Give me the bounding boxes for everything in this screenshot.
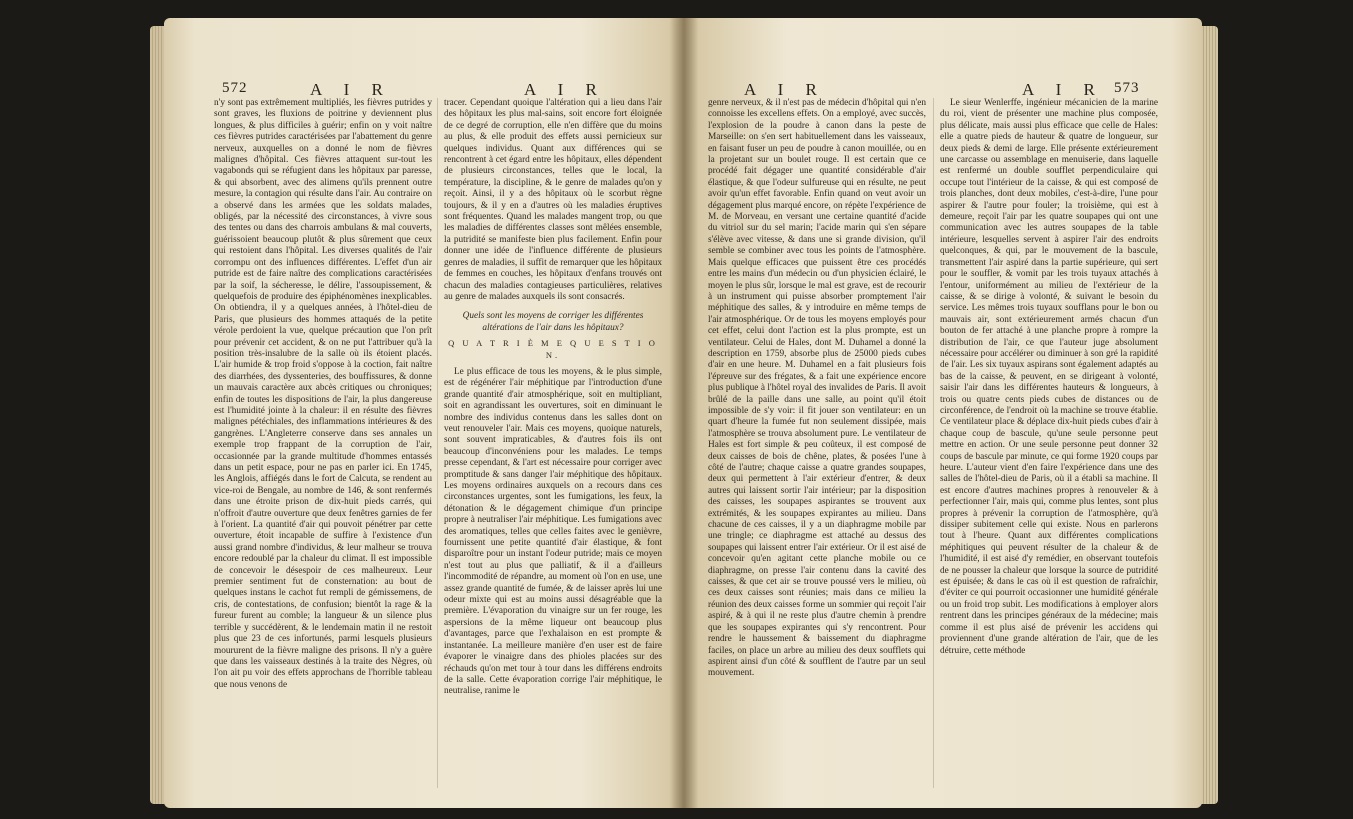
page-number-right: 573: [1114, 80, 1140, 96]
paragraph: tracer. Cependant quoique l'altération qui a lieu dans l'air des hôpitaux les plus mal-sains, soit encore fort éloignée de ce degré de corruption, elle n'en diffère que du moins au plus, & elle produit des effets aussi pernicieux sur quelques individus. Quant aux différences qui se rencontrent à cet égard entre les hôpitaux, elles dépendent de plusieurs circonstances, telles que le local, la température, la discipline, & le genre de malades qu'on y reçoit. Ainsi, il y a des hôpitaux où le scorbut règne toujours, & il y en a d'autres où les maladies éruptives sont fréquentes. Quand les malades mangent trop, ou que les maladies de différentes classes sont mêlées ensemble, la putridité se manifeste bien plus facilement. Enfin pour donner une idée de l'influence différente de plusieurs genres de maladies, il suffit de remarquer que les hôpitaux de femmes en couches, les hôpitaux d'enfans trouvés ont chacun des maladies contagieuses particulières, relatives au genre de malades auxquels ils sont consacrés.: [444, 98, 662, 302]
paragraph: Le sieur Wenlerffe, ingénieur mécanicien de la marine du roi, vient de présenter une machine plus composée, plus délicate, mais aussi plus efficace que celle de Hales: elle a quatre pieds de hauteur & quatre de longueur, sur deux pieds & demi de large. Elle présente extérieurement une carcasse ou assemblage en menuiserie, dans laquelle est renfermé un double soufflet perpendiculaire qui occupe tout l'intérieur de la caisse, & qui est composé de trois planches, dont deux mobiles, c'est-à-dire, l'une pour aspirer & l'autre pour fouler; la troisième, qui est à demeure, reçoit l'air par les quatre soupapes qui ont une communication avec les autres soupapes de la table intérieure, lesquelles servent à aspirer l'air des endroits quelconques, & qui, par le mouvement de la bascule, transmettent l'air aspiré dans la partie supérieure, qui sert pour le souffler, & vomit par les trois tuyaux attachés à l'entour, uniformément au milieu de l'extérieur de la caisse, & se dirige à volonté, & suivant le besoin du service. Les mêmes trois tuyaux soufflans pour le bon ou mauvais air, sont extérieurement armés chacun d'un bouton de fer attaché à une planche propre à rompre la distribution de l'air, ce que l'auteur juge absolument nécessaire pour accélérer ou diminuer à son gré la rapidité de l'air. Les six tuyaux aspirans sont également adaptés au bas de la caisse, & peuvent, en se dirigeant à volonté, saisir l'air dans les différentes hauteurs & longueurs, à trois ou quatre cents pieds cubes de distances ou de circonférence, de l'endroit où la machine se trouve établie. Ce ventilateur place & déplace dix-huit pieds cubes d'air à chaque coup de bascule, qu'une seule personne peut mettre en action. Or une seule personne peut donner 32 coups de bascule par minute, ce qui forme 1920 coups par heure. L'auteur vient d'en faire l'expérience dans une des salles de l'hôtel-dieu de Paris, où il a établi sa machine. Il est encore d'autres machines propres à renouveler & à perfectionner l'air, mais qui, comme plus lentes, sont plus propres à prévenir la corruption de l'atmosphère, qu'à dissiper subitement celle qui existe. Nous en parlerons tout à l'heure. Quant aux différentes complications méphitiques qui peuvent résulter de la chaleur & de l'humidité, il est aisé d'y remédier, en observant toutefois de ne pousser la chaleur que lorsque la source de putridité est épuisée; & dans le cas où il est question de rafraîchir, d'éviter ce qui pourroit occasionner une humidité générale ou un froid trop subit. Les modifications à employer alors rentrent dans les principes généraux de la médecine; mais comme il est plus aisé de prévenir les accidens qui proviennent d'une grande altération de l'air, que de les détruire, cette méthode: [940, 98, 1158, 656]
column-divider: [933, 98, 934, 788]
column-divider: [437, 98, 438, 788]
left-page-column-2: [444, 98, 662, 698]
paragraph: n'y sont pas extrêmement multipliés, les fièvres putrides y sont graves, les fluxions de poitrine y deviennent plus longues, & plus difficiles à guérir; enfin on y voit naître ces fièvres putrides caractérisées par l'abattement du genre nerveux, auxquelles on a donné le nom de fièvres malignes d'hôpital. Ces fièvres attaquent sur-tout les vagabonds qui se réfugient dans les hôpitaux par paresse, & qui absorbent, avec des alimens qu'ils prennent outre mesure, la contagion qui résulte dans l'air. Au contraire on a observé dans les armées que les soldats malades, obligés, par la nécessité des circonstances, à vivre sous des tentes ou dans des charrois ambulans & mal couverts, guérissoient beaucoup plutôt & plus sûrement que ceux qui restoient dans l'hôpital. Les diverses qualités de l'air corrompu ont des influences différentes. L'effet d'un air putride est de faire naître des complications caractérisées par la soif, la sécheresse, le délire, l'assoupissement, & quelquefois de produire des épiphénomènes inexplicables. On obtiendra, il y a quelques années, à l'hôtel-dieu de Paris, que plusieurs des hommes attaqués de la petite vérole perdoient la vue, quelque précaution que l'on prît pour prévenir cet accident, & on ne put l'attribuer qu'à la position très-insalubre de la salle où ils étoient placés. L'air humide & trop froid s'oppose à la coction, fait naître des diarrhées, des dyssenteries, des bouffissures, & donne un mauvais caractère aux abcès critiques ou chroniques; enfin de toutes les dispositions de l'air, la plus dangereuse est l'humidité jointe à la chaleur: il en résulte des fièvres malignes pétéchiales, des inflammations intérieures & des gangrènes. L'Angleterre conserve dans ses annales un exemple trop frappant de la corruption de l'air, occasionnée par la grande multitude d'hommes entassés dans un petit espace, pour ne pas en parler ici. En 1745, les Anglois, affiégés dans le fort de Calcuta, se rendent au vice-roi de Bengale, au nombre de 146, & sont renfermés dans une étroite prison de dix-huit pieds carrés, qui n'offroit d'autre ouverture que deux fenêtres garnies de fer à l'orient. La quantité d'air qui pouvoit pénétrer par cette ouverture, étoit incapable de suffire à l'existence d'un aussi grand nombre d'individus, & leur malheur se trouva encore redoublé par la chaleur du climat. Il est impossible de concevoir le désespoir de ces malheureux. Leur premier sentiment fut de consternation: au bout de quelques instans le cachot fut rempli de gémissemens, de cris, de contestations, de confusion; bientôt la rage & la fureur furent au comble; la langueur & un silence plus terrible y succédèrent, & le lendemain matin il ne restoit plus que 23 de ces infortunés, parmi lesquels plusieurs moururent de la fièvre maligne des prisons. Il n'y a guère que dans les vaisseaux destinés à la traite des Nègres, où l'on ait pu voir des effets approchans de l'horrible tableau que nous venons de: [214, 98, 432, 690]
paragraph: genre nerveux, & il n'est pas de médecin d'hôpital qui n'en connoisse les excellens effets. On a employé, avec succès, l'explosion de la poudre à canon dans la peste de Marseille: on s'en sert habituellement dans les vaisseaux, en faisant fuser un peu de poudre à canon mouillée, ou en la projetant sur un boulet rouge. Il est certain que ce procédé fait dégager une quantité considérable d'air élastique, & que l'odeur sulfureuse qui en résulte, ne peut avoir qu'un effet favorable. Enfin quand on veut avoir un dégagement plus marqué encore, on répète l'expérience de M. de Morveau, en versant une certaine quantité d'acide du vitriol sur du sel marin; l'acide marin qui s'en sépare s'élève avec vitesse, & dans une si grande division, qu'il semble se combiner avec tous les points de l'atmosphère. Mais quelque efficaces que puissent être ces procédés entre les mains d'un médecin ou d'un physicien éclairé, le moyen le plus sûr, lorsque le mal est grave, est de recourir à un instrument qui puisse absorber promptement l'air méphitique des salles, & y introduire en même temps de l'air atmosphérique. Or de tous les moyens employés pour cet effet, celui dont l'action est la plus prompte, est un ventilateur. Celui de Hales, dont M. Duhamel a donné la description en 1759, absorbe plus de 25000 pieds cubes d'air en une heure. M. Duhamel en a fait plusieurs fois l'épreuve sur des frégates, & a fait une expérience encore plus publique à l'hôtel royal des invalides de Paris. Il avoit brûlé de la paille dans une salle, au point qu'il étoit impossible de s'y voir: il fit jouer son ventilateur: en un quart d'heure la fumée fut non seulement dissipée, mais l'atmosphère se trouva absolument pure. Le ventilateur de Hales est fort simple & peu coûteux, il est composé de deux caisses de bois de chêne, plates, & posées l'une à côté de l'autre; chaque caisse a quatre grandes soupapes, deux qui permettent à l'air extérieur d'entrer, & deux autres qui laissent sortir l'air intérieur; par la disposition des caisses, les soupapes aspirantes se trouvent aux extrémités, & les soupapes expirantes au milieu. Dans chacune de ces caisses, il y a un diaphragme mobile par une tringle; ce diaphragme est attaché au dessus des soupapes qui laissent entrer l'air extérieur. Or il est aisé de concevoir qu'en agitant cette planche mobile ou ce diaphragme, on presse l'air contenu dans la cavité des caisses, & que cet air se trouve poussé vers le milieu, où ces deux caisses sont réunies; mais dans ce milieu la réunion des deux caisses forme un sommier qui reçoit l'air aspiré, & à qui il ne reste plus d'autre chemin à prendre que les soupapes expirantes qui s'y rencontrent. Pour rendre le haussement & baissement du diaphragme faciles, on place un arbre au milieu des deux soufflets qui aspirent ainsi d'un côté & soufflent de l'autre par un seul mouvement.: [708, 98, 926, 679]
right-page-column-2: [940, 98, 1158, 657]
left-page: [164, 18, 684, 808]
right-page-column-1: [708, 98, 926, 680]
running-title-left-2: A I R: [524, 80, 606, 99]
running-title-right-2: A I R: [1022, 80, 1104, 99]
running-title-left-1: A I R: [310, 80, 392, 99]
page-number-left: 572: [222, 80, 248, 96]
right-page-edges: [1200, 26, 1218, 804]
right-page: [684, 18, 1202, 808]
question-heading: Quels sont les moyens de corriger les différentes altérations de l'air dans les hôpitaux?: [462, 311, 644, 333]
paragraph: Le plus efficace de tous les moyens, & le plus simple, est de régénérer l'air méphitique par l'introduction d'une grande quantité d'air atmosphérique, soit en multipliant, soit en agrandissant les ouvertures, soit en diminuant le nombre des individus contenus dans les salles dont on veut renouveler l'air. Mais ces moyens, quoique naturels, sont souvent impraticables, & d'autres fois ils ont beaucoup d'inconvéniens pour les malades. Le temps presse cependant, & l'art est nécessaire pour corriger avec promptitude & sans danger l'air méphitique des hôpitaux. Les moyens ordinaires auxquels on a recours dans ces circonstances urgentes, sont les fumigations, les feux, la détonation & le dégagement chimique d'un principe propre à neutraliser l'air méphitique. Les fumigations avec des aromatiques, telles que celles faites avec le genièvre, fournissent une petite quantité d'air élastique, & font disparoître pour un instant l'odeur putride; mais ce moyen n'est tout au plus que palliatif, & il a d'ailleurs l'incommodité de répandre, au moment où l'on en use, une assez grande quantité de fumée, & de laisser après lui une odeur mixte qui est au moins aussi désagréable que la première. L'évaporation du vinaigre sur un fer rouge, les aspersions de la même liqueur ont beaucoup plus d'avantages, parce que l'exhalaison en est prompte & instantanée. La meilleure manière d'en user est de faire évaporer le vinaigre dans des phioles placées sur des réchauds qu'on met tour à tour dans les différens endroits de la salle. Cette évaporation corrige l'air méphitique, le neutralise, ranime le: [444, 366, 662, 697]
running-title-right-1: A I R: [744, 80, 826, 99]
left-page-column-1: [214, 98, 432, 691]
question-number: Q U A T R I È M E Q U E S T I O N.: [448, 338, 658, 360]
book-gutter: [670, 18, 698, 808]
